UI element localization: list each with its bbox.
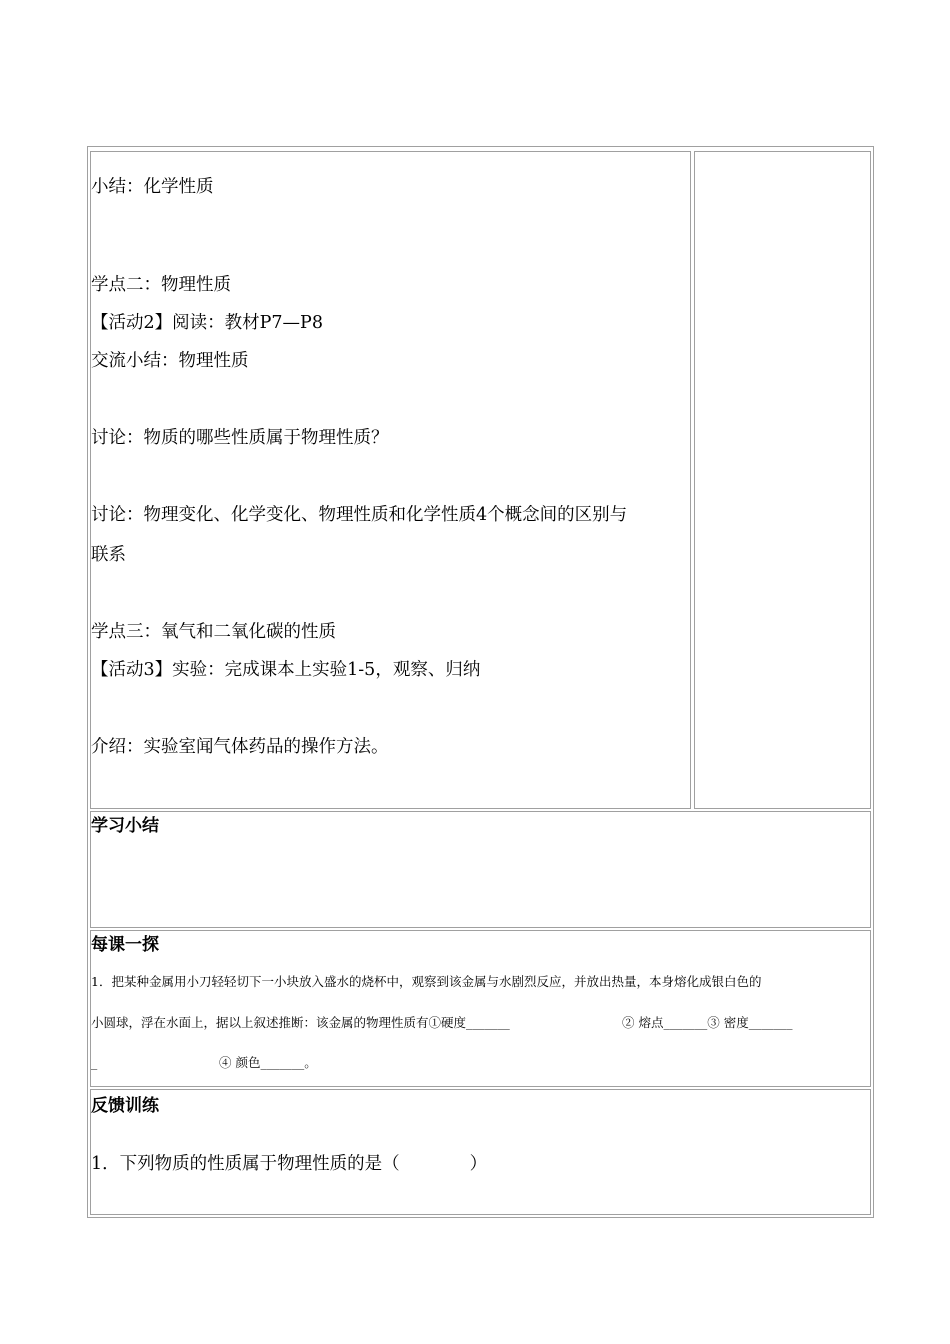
probe-question-line1: 1．把某种金属用小刀轻轻切下一小块放入盛水的烧杯中，观察到该金属与水剧烈反应，并放出热量，本身熔化成银白色的 xyxy=(91,974,762,989)
point2-title: 学点二：物理性质 xyxy=(91,275,231,295)
activity2-text: 【活动2】阅读：教材P7—P8 xyxy=(91,313,323,333)
intro-text: 介绍：实验室闻气体药品的操作方法。 xyxy=(91,737,389,757)
content-cell xyxy=(90,151,691,809)
probe-question-line3b: ④ 颜色_______。 xyxy=(219,1055,317,1070)
activity3-text: 【活动3】实验：完成课本上实验1-5，观察、归纳 xyxy=(91,660,481,680)
discussion2-line2: 联系 xyxy=(91,545,126,565)
point3-title: 学点三：氧气和二氧化碳的性质 xyxy=(91,622,336,642)
probe-question-line2a: 小圆球，浮在水面上，据以上叙述推断：该金属的物理性质有①硬度_______ xyxy=(91,1015,510,1030)
discussion2-line1: 讨论：物理变化、化学变化、物理性质和化学性质4个概念间的区别与 xyxy=(91,505,628,525)
discussion1-text: 讨论：物质的哪些性质属于物理性质？ xyxy=(91,428,389,448)
daily-probe-title: 每课一探 xyxy=(91,935,159,955)
lesson-table xyxy=(87,146,874,1218)
exchange-summary-text: 交流小结：物理性质 xyxy=(91,351,249,371)
study-summary-title: 学习小结 xyxy=(91,816,159,836)
summary-chemical-properties: 小结：化学性质 xyxy=(91,177,214,197)
feedback-cell xyxy=(90,1089,871,1215)
probe-question-line2b: ② 熔点_______③ 密度_______ xyxy=(622,1015,793,1030)
feedback-title: 反馈训练 xyxy=(91,1096,159,1116)
study-summary-cell xyxy=(90,811,871,928)
notes-cell xyxy=(694,151,871,809)
feedback-question1: 1．下列物质的性质属于物理性质的是（ ） xyxy=(91,1154,488,1174)
daily-probe-cell xyxy=(90,930,871,1087)
probe-question-line3a: _ xyxy=(91,1055,98,1070)
